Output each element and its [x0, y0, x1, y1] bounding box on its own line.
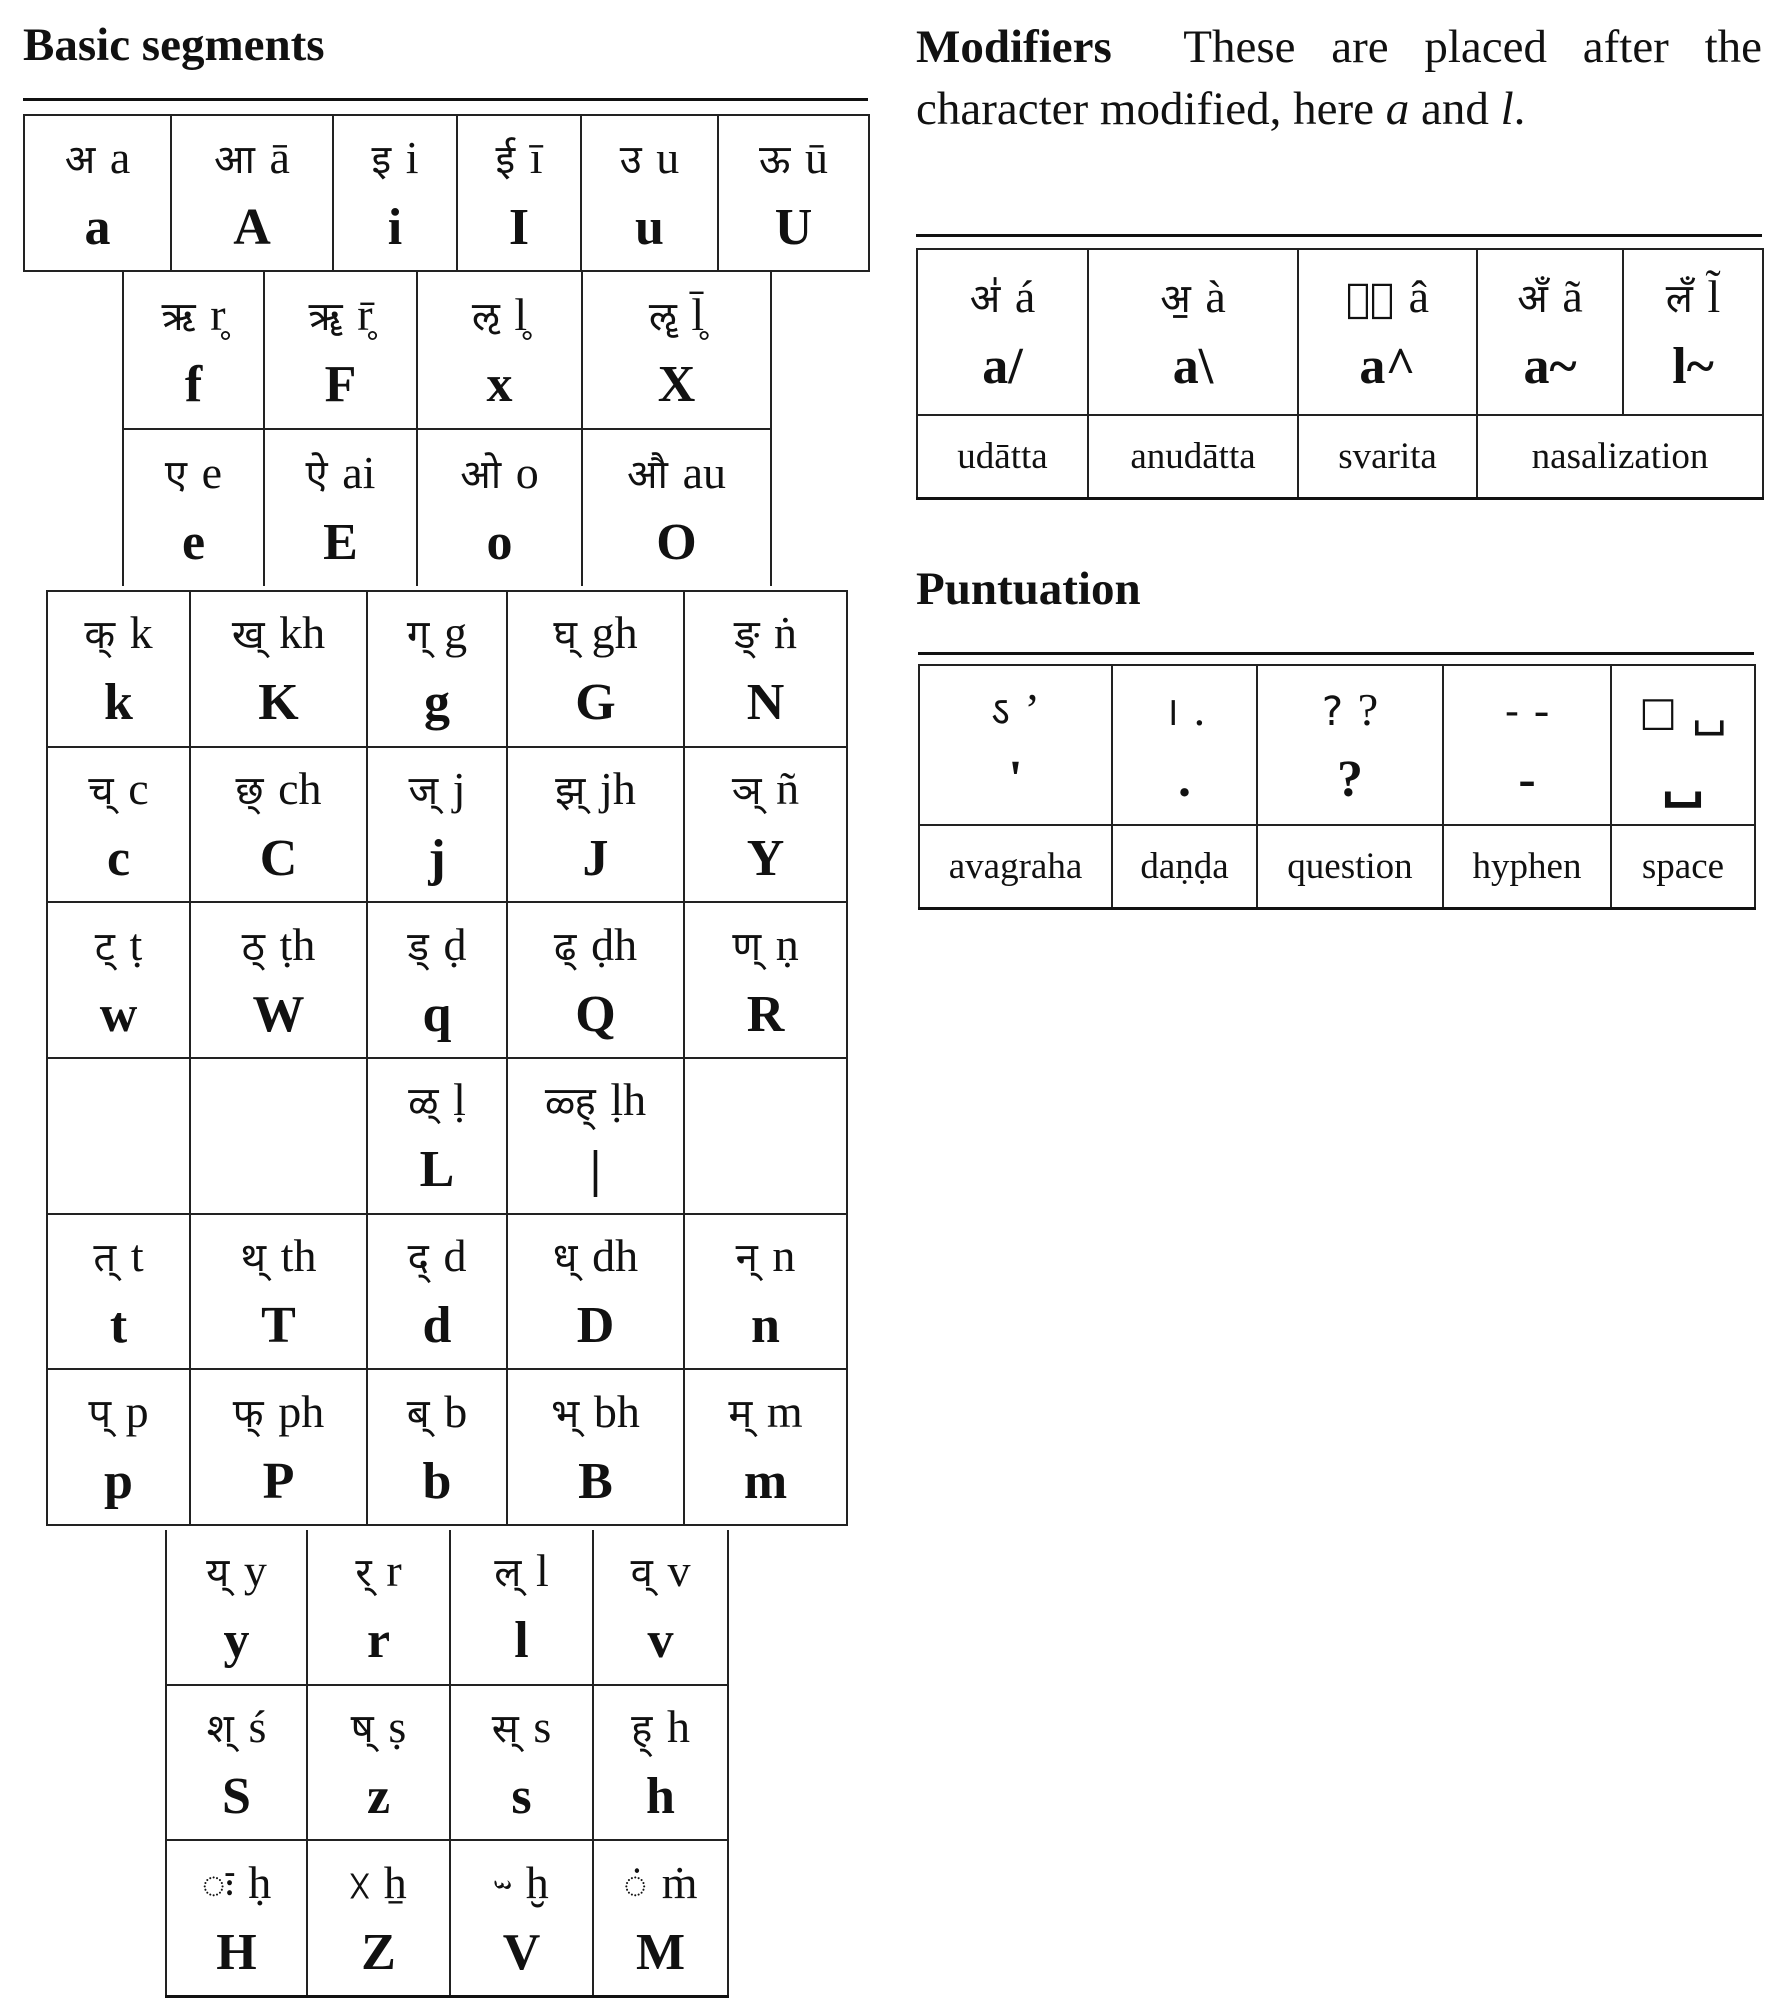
modifiers-text-a: a — [1385, 83, 1410, 135]
modifiers-top-rule — [916, 234, 1762, 237]
modifier-cell: अ॑ á a/ — [917, 249, 1088, 415]
segment-cell: ह् h h — [593, 1685, 728, 1841]
vowel-cell: अ a a — [24, 115, 171, 271]
segment-cell: ज् j j — [367, 747, 507, 903]
segment-cell: ठ् ṭh W — [190, 902, 367, 1058]
segment-cell: स् s s — [450, 1685, 593, 1841]
sonant-diphthong-table — [122, 272, 772, 586]
segment-cell: ः ḥ H — [166, 1840, 307, 1996]
punctuation-label: avagraha — [919, 825, 1112, 909]
diphthong-cell: औ au O — [582, 429, 771, 586]
modifier-cell: लँ l̃ l~ — [1623, 249, 1763, 415]
diphthong-row — [123, 429, 771, 586]
segment-cell: ं ṁ M — [593, 1840, 728, 1996]
semivowel-row — [166, 1685, 728, 1841]
semivowel-table — [165, 1530, 729, 1998]
punctuation-cell: । . . — [1112, 665, 1257, 825]
segment-cell: ङ् ṅ N — [684, 591, 847, 747]
segment-cell: व् v v — [593, 1530, 728, 1685]
segment-cell: श् ś S — [166, 1685, 307, 1841]
punctuation-table — [918, 664, 1756, 910]
consonant-row — [47, 591, 847, 747]
segment-cell: प् p p — [47, 1369, 190, 1525]
segment-cell: ढ् ḍh Q — [507, 902, 684, 1058]
modifier-cell: अ॒ à a\ — [1088, 249, 1298, 415]
segment-cell: छ् ch C — [190, 747, 367, 903]
modifiers-text: These are placed after the character modified, here — [916, 21, 1762, 135]
modifiers-text-l: l — [1500, 83, 1514, 135]
punctuation-label: daṇḍa — [1112, 825, 1257, 909]
consonant-row — [47, 902, 847, 1058]
modifier-label: anudātta — [1088, 415, 1298, 499]
segment-cell: ण् ṇ R — [684, 902, 847, 1058]
sonant-cell: ॠ r̥̄ F — [264, 272, 417, 429]
segment-cell: म् m m — [684, 1369, 847, 1525]
segment-cell: फ् ph P — [190, 1369, 367, 1525]
segment-cell: ᳶ ḫ V — [450, 1840, 593, 1996]
vowel-cell: उ u u — [581, 115, 718, 271]
vowel-row — [24, 115, 869, 271]
modifier-cell: अँ ã a~ — [1477, 249, 1623, 415]
modifier-label: udātta — [917, 415, 1088, 499]
segment-cell: ब् b b — [367, 1369, 507, 1525]
modifier-table — [916, 248, 1764, 500]
basic-segments-title: Basic segments — [23, 19, 325, 71]
vowel-table — [23, 114, 870, 272]
sonant-row — [123, 272, 771, 429]
diphthong-cell: ए e e — [123, 429, 264, 586]
segment-cell: ᳵ ẖ Z — [307, 1840, 450, 1996]
segment-cell: झ् jh J — [507, 747, 684, 903]
segment-cell: र् r r — [307, 1530, 450, 1685]
empty-cell — [684, 1058, 847, 1214]
punctuation-title: Puntuation — [916, 563, 1141, 615]
punctuation-cell: □ ␣ ␣ — [1611, 665, 1755, 825]
semivowel-row — [166, 1840, 728, 1996]
segment-cell: ळ्ह् ḷh | — [507, 1058, 684, 1214]
segment-cell: ड् ḍ q — [367, 902, 507, 1058]
segment-cell: द् d d — [367, 1214, 507, 1370]
segment-cell: ञ् ñ Y — [684, 747, 847, 903]
vowel-cell: इ i i — [333, 115, 457, 271]
punctuation-label-row — [919, 825, 1755, 909]
punctuation-cell: ऽ ’ ' — [919, 665, 1112, 825]
consonant-table — [46, 590, 848, 1526]
sonant-cell: ऋ r̥ f — [123, 272, 264, 429]
modifier-label: nasalization — [1477, 415, 1763, 499]
diphthong-cell: ऐ ai E — [264, 429, 417, 586]
modifier-label: svarita — [1298, 415, 1477, 499]
segment-cell: ग् g g — [367, 591, 507, 747]
vowel-cell: ऊ ū U — [718, 115, 869, 271]
punctuation-row — [919, 665, 1755, 825]
diphthong-cell: ओ o o — [417, 429, 582, 586]
punctuation-label: hyphen — [1443, 825, 1611, 909]
empty-cell — [47, 1058, 190, 1214]
segment-cell: ल् l l — [450, 1530, 593, 1685]
segment-cell: क् k k — [47, 591, 190, 747]
vowel-cell: आ ā A — [171, 115, 333, 271]
segment-cell: ष् ṣ z — [307, 1685, 450, 1841]
segment-cell: ध् dh D — [507, 1214, 684, 1370]
consonant-row — [47, 747, 847, 903]
segment-cell: च् c c — [47, 747, 190, 903]
segment-cell: भ् bh B — [507, 1369, 684, 1525]
punctuation-cell: - - - — [1443, 665, 1611, 825]
punctuation-label: question — [1257, 825, 1443, 909]
basic-top-rule — [23, 98, 868, 101]
modifiers-title: Modifiers — [916, 21, 1112, 73]
consonant-row — [47, 1214, 847, 1370]
segment-cell: य् y y — [166, 1530, 307, 1685]
sonant-cell: ॡ l̥̄ X — [582, 272, 771, 429]
modifiers-text-end: . — [1513, 83, 1526, 135]
modifier-row — [917, 249, 1763, 415]
modifiers-paragraph — [916, 16, 1762, 140]
segment-cell: ख् kh K — [190, 591, 367, 747]
modifiers-text-and: and — [1420, 83, 1489, 135]
segment-cell: थ् th T — [190, 1214, 367, 1370]
punctuation-label: space — [1611, 825, 1755, 909]
punctuation-top-rule — [918, 652, 1754, 655]
modifier-cell: अ᳚ â a^ — [1298, 249, 1477, 415]
segment-cell: ट् ṭ w — [47, 902, 190, 1058]
segment-cell: ळ् ḷ L — [367, 1058, 507, 1214]
segment-cell: त् t t — [47, 1214, 190, 1370]
vowel-cell: ई ī I — [457, 115, 581, 271]
semivowel-row — [166, 1530, 728, 1685]
segment-cell: न् n n — [684, 1214, 847, 1370]
segment-cell: घ् gh G — [507, 591, 684, 747]
consonant-row — [47, 1369, 847, 1525]
consonant-row — [47, 1058, 847, 1214]
empty-cell — [190, 1058, 367, 1214]
sonant-cell: ऌ l̥ x — [417, 272, 582, 429]
modifier-label-row — [917, 415, 1763, 499]
punctuation-cell: ? ? ? — [1257, 665, 1443, 825]
